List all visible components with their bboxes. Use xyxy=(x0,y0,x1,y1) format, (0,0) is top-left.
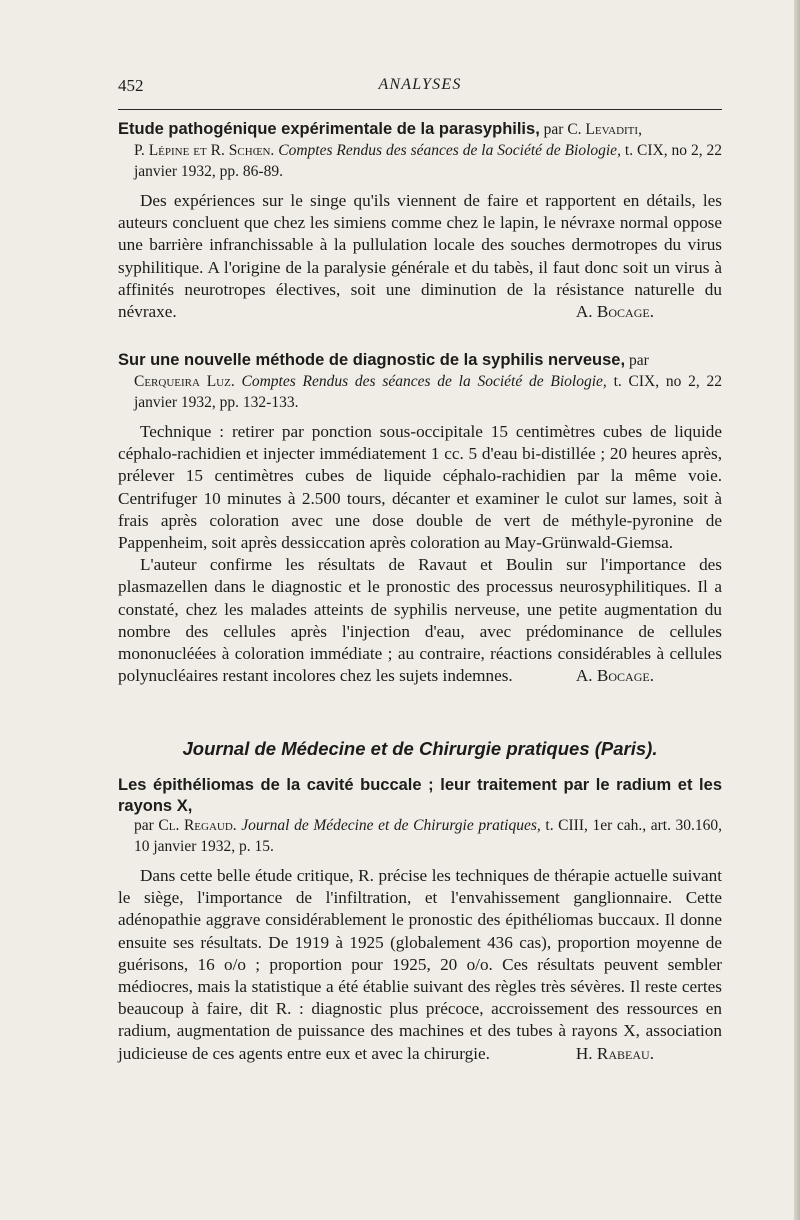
article-body-text: Des expériences sur le singe qu'ils viennent de faire et rapportent en détails, les auteurs concluent que chez les simiens comme chez le lapin, le névraxe normal oppose une barrière infranchissable à la pullulation locale des souches dermotropes du virus syphilitique. A l'origine de la paralysie générale et du tabès, il faut donc soit un virus à affinités neurotropes électives, soit une diminution de la résistance naturelle du névraxe. xyxy=(118,191,722,322)
article-reference-cont: no 2, 22 janvier 1932, pp. 132-133. xyxy=(134,373,722,411)
article-body xyxy=(118,190,722,323)
article-authors: Cerqueira Luz. xyxy=(134,373,235,390)
article-reference: t. CIII, 1er cah., art. 30.160, 10 janvier 1932, p. 15. xyxy=(134,817,723,855)
article-reference: t. CIX, no 2, 22 janvier 1932, pp. 86-89. xyxy=(134,142,723,180)
article-heading xyxy=(118,119,722,140)
article-reference: t. CIX, xyxy=(613,373,660,390)
article-paragraph: Technique : retirer par ponction sous-occipitale 15 centimètres cubes de liquide céphalo-rachidien et injecter immédiatement 1 cc. 5 d'eau bi-distillée ; 20 heures après, prélever 15 centimètres cubes de liquide céphalo-rachidien par la même voie. Centrifuger 10 minutes à 2.500 tours, décanter et examiner le culot sur lames, soit à frais après coloration avec une dose double de vert de méthyle-pyronine de Pappenheim, soit après dessiccation après coloration au May-Grünwald-Giemsa. xyxy=(118,422,722,553)
article-citation-line xyxy=(118,815,722,857)
article-title: Les épithéliomas de la cavité buccale ; leur traitement par le radium et les rayons X, xyxy=(118,776,722,815)
article-signature: A. Bocage. xyxy=(575,666,654,686)
article-source: Comptes Rendus des séances de la Société de Biologie, xyxy=(241,373,607,390)
article-citation xyxy=(118,140,722,182)
article-source: Comptes Rendus des séances de la Société de Biologie, xyxy=(278,142,621,159)
article-signature: A. Bocage. xyxy=(575,302,654,322)
article-body xyxy=(118,865,722,1065)
article-signature: H. Rabeau. xyxy=(575,1043,654,1063)
article-authors: Cl. Regaud. xyxy=(158,817,237,834)
journal-section-title: Journal de Médecine et de Chirurgie pratiques (Paris). xyxy=(182,738,658,759)
running-head: ANALYSES xyxy=(378,76,462,93)
article-authors-cont: P. Lépine et R. Schœn. xyxy=(134,142,275,159)
article-heading xyxy=(118,350,722,371)
page-edge-shadow xyxy=(794,0,800,1220)
article-body xyxy=(118,421,722,687)
article-syphilis-nerveuse xyxy=(118,350,722,687)
article-citation xyxy=(118,371,722,413)
article-paragraph: L'auteur confirme les résultats de Ravaut et Boulin sur l'importance des plasmazellen dans le diagnostic et le pronostic des processus neurosyphilitiques. Il a constaté, chez les malades atteints de syphilis nerveuse, une petite augmentation du nombre des cellules après l'injection d'eau, avec prédominance de cellules mononucléées à coloration immédiate ; au contraire, réactions considérables à cellules polynucléaires restant incolores chez les sujets indemnes. xyxy=(118,555,722,686)
article-citation xyxy=(118,796,722,817)
article-by: par xyxy=(543,121,564,138)
article-body-text: Dans cette belle étude critique, R. précise les techniques de thérapie actuelle suivant le siège, l'importance de l'infiltration, et l'envahissement ganglionnaire. Cette adénopathie aggrave considérablement le pronostic des épithéliomas buccaux. Il donne ensuite ses résultats. De 1919 à 1925 (globalement 436 cas), proportion moyenne de guérisons, 16 o/o ; proportion pour 1925, 20 o/o. Ces résultats peuvent sembler médiocres, mais la statistique a été établie suivant des règles très sévères. Il reste certes beaucoup à faire, dit R. : diagnostic plus précoce, accroissement des ressources en radium, augmentation de puissance des machines et des tubes à rayons X, association judicieuse de ces agents entre eux et avec la chirurgie. xyxy=(118,866,722,1063)
article-parasyphilis xyxy=(118,119,722,323)
article-by: par xyxy=(134,817,154,834)
article-title: Sur une nouvelle méthode de diagnostic de la syphilis nerveuse, xyxy=(118,351,626,369)
article-authors: C. Levaditi, xyxy=(567,121,642,138)
article-epitheliomas xyxy=(118,775,722,1065)
article-by: par xyxy=(628,352,649,369)
article-title: Etude pathogénique expérimentale de la parasyphilis, xyxy=(118,120,540,138)
header-rule xyxy=(118,109,722,110)
page-header xyxy=(118,76,722,100)
page-number: 452 xyxy=(118,76,144,95)
article-source: Journal de Médecine et de Chirurgie pratiques, xyxy=(241,817,541,834)
